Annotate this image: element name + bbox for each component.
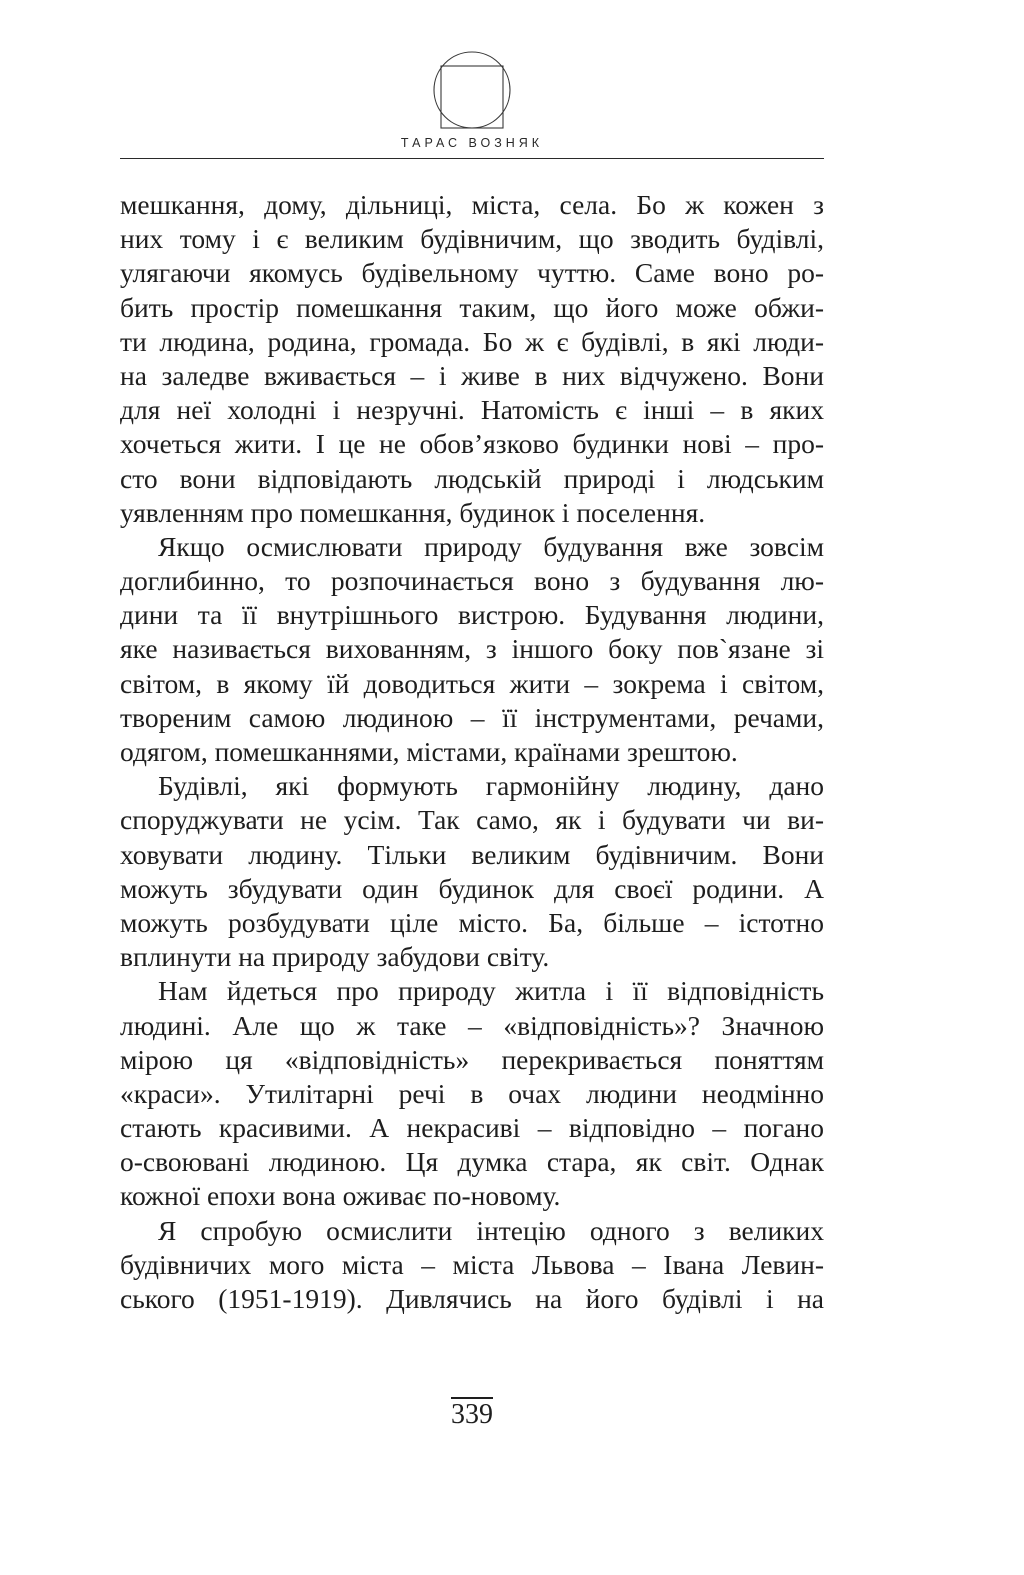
text-line: сто вони відповідають людській природі і людським bbox=[120, 462, 824, 494]
body-text bbox=[120, 188, 824, 1316]
text-line: хочеться жити. І це не обов’язково будинки нові – про- bbox=[120, 428, 824, 460]
text-line: ти людина, родина, громада. Бо ж є будівлі, в які люди- bbox=[120, 325, 824, 357]
text-line: світом, в якому їй доводиться жити – зокрема і світом, bbox=[120, 667, 824, 699]
text-line: на заледве вживається – і живе в них відчужено. Вони bbox=[120, 359, 824, 391]
text-line: можуть збудувати один будинок для своєї родини. А bbox=[120, 872, 824, 904]
text-line: споруджувати не усім. Так само, як і будувати чи ви- bbox=[120, 804, 824, 836]
text-line: мірою ця «відповідність» перекривається поняттям bbox=[120, 1043, 824, 1075]
text-line: ховувати людину. Тільки великим будівничим. Вони bbox=[120, 838, 824, 870]
text-line: Нам йдеться про природу житла і її відповідність bbox=[158, 975, 824, 1007]
text-line: яке називається вихованням, з іншого боку пов`язане зі bbox=[120, 633, 824, 665]
text-line: людині. Але що ж таке – «відповідність»? Значною bbox=[120, 1009, 824, 1041]
text-line: вплинути на природу забудови світу. bbox=[120, 941, 550, 973]
circle-square-emblem-icon bbox=[432, 50, 512, 130]
text-line: ського (1951-1919). Дивлячись на його будівлі і на bbox=[120, 1283, 824, 1314]
text-line: бить простір помешкання таким, що його може обжи- bbox=[120, 291, 824, 323]
text-line: мешкання, дому, дільниці, міста, села. Бо ж кожен з bbox=[120, 189, 824, 220]
text-line: одягом, помешканнями, містами, країнами зрештою. bbox=[120, 736, 738, 767]
running-head: ТАРАС ВОЗНЯК bbox=[400, 136, 544, 150]
text-line: можуть розбудувати ціле місто. Ба, більше – істотно bbox=[120, 906, 824, 938]
page-number bbox=[0, 1398, 944, 1432]
text-line: Якщо осмислювати природу будування вже зовсім bbox=[158, 530, 824, 562]
header-rule bbox=[120, 158, 824, 159]
text-line: Я спробую осмислити інтецію одного з великих bbox=[158, 1214, 824, 1246]
text-line: доглибинно, то розпочинається воно з будування лю- bbox=[120, 565, 824, 597]
text-line: о-своювані людиною. Ця думка стара, як світ. Однак bbox=[120, 1146, 824, 1178]
text-line: для неї холодні і незручні. Натомість є інші – в яких bbox=[120, 394, 824, 426]
text-line: улягаючи якомусь будівельному чуттю. Саме воно ро- bbox=[120, 257, 824, 289]
text-line: дини та її внутрішнього вистрою. Будування людини, bbox=[120, 599, 824, 631]
text-line: «краси». Утилітарні речі в очах людини неодмінно bbox=[120, 1077, 824, 1109]
page-number-value: 339 bbox=[451, 1399, 493, 1430]
text-line: Будівлі, які формують гармонійну людину, дано bbox=[158, 770, 824, 802]
text-line: будівничих мого міста – міста Львова – Івана Левин- bbox=[120, 1248, 824, 1280]
text-line: уявленням про помешкання, будинок і поселення. bbox=[120, 496, 706, 528]
text-line: кожної епохи вона оживає по-новому. bbox=[120, 1180, 561, 1212]
text-line: твореним самою людиною – її інструментами, речами, bbox=[120, 701, 824, 733]
text-line: них тому і є великим будівничим, що зводить будівлі, bbox=[120, 223, 824, 255]
text-line: стають красивими. А некрасиві – відповідно – погано bbox=[120, 1112, 824, 1144]
